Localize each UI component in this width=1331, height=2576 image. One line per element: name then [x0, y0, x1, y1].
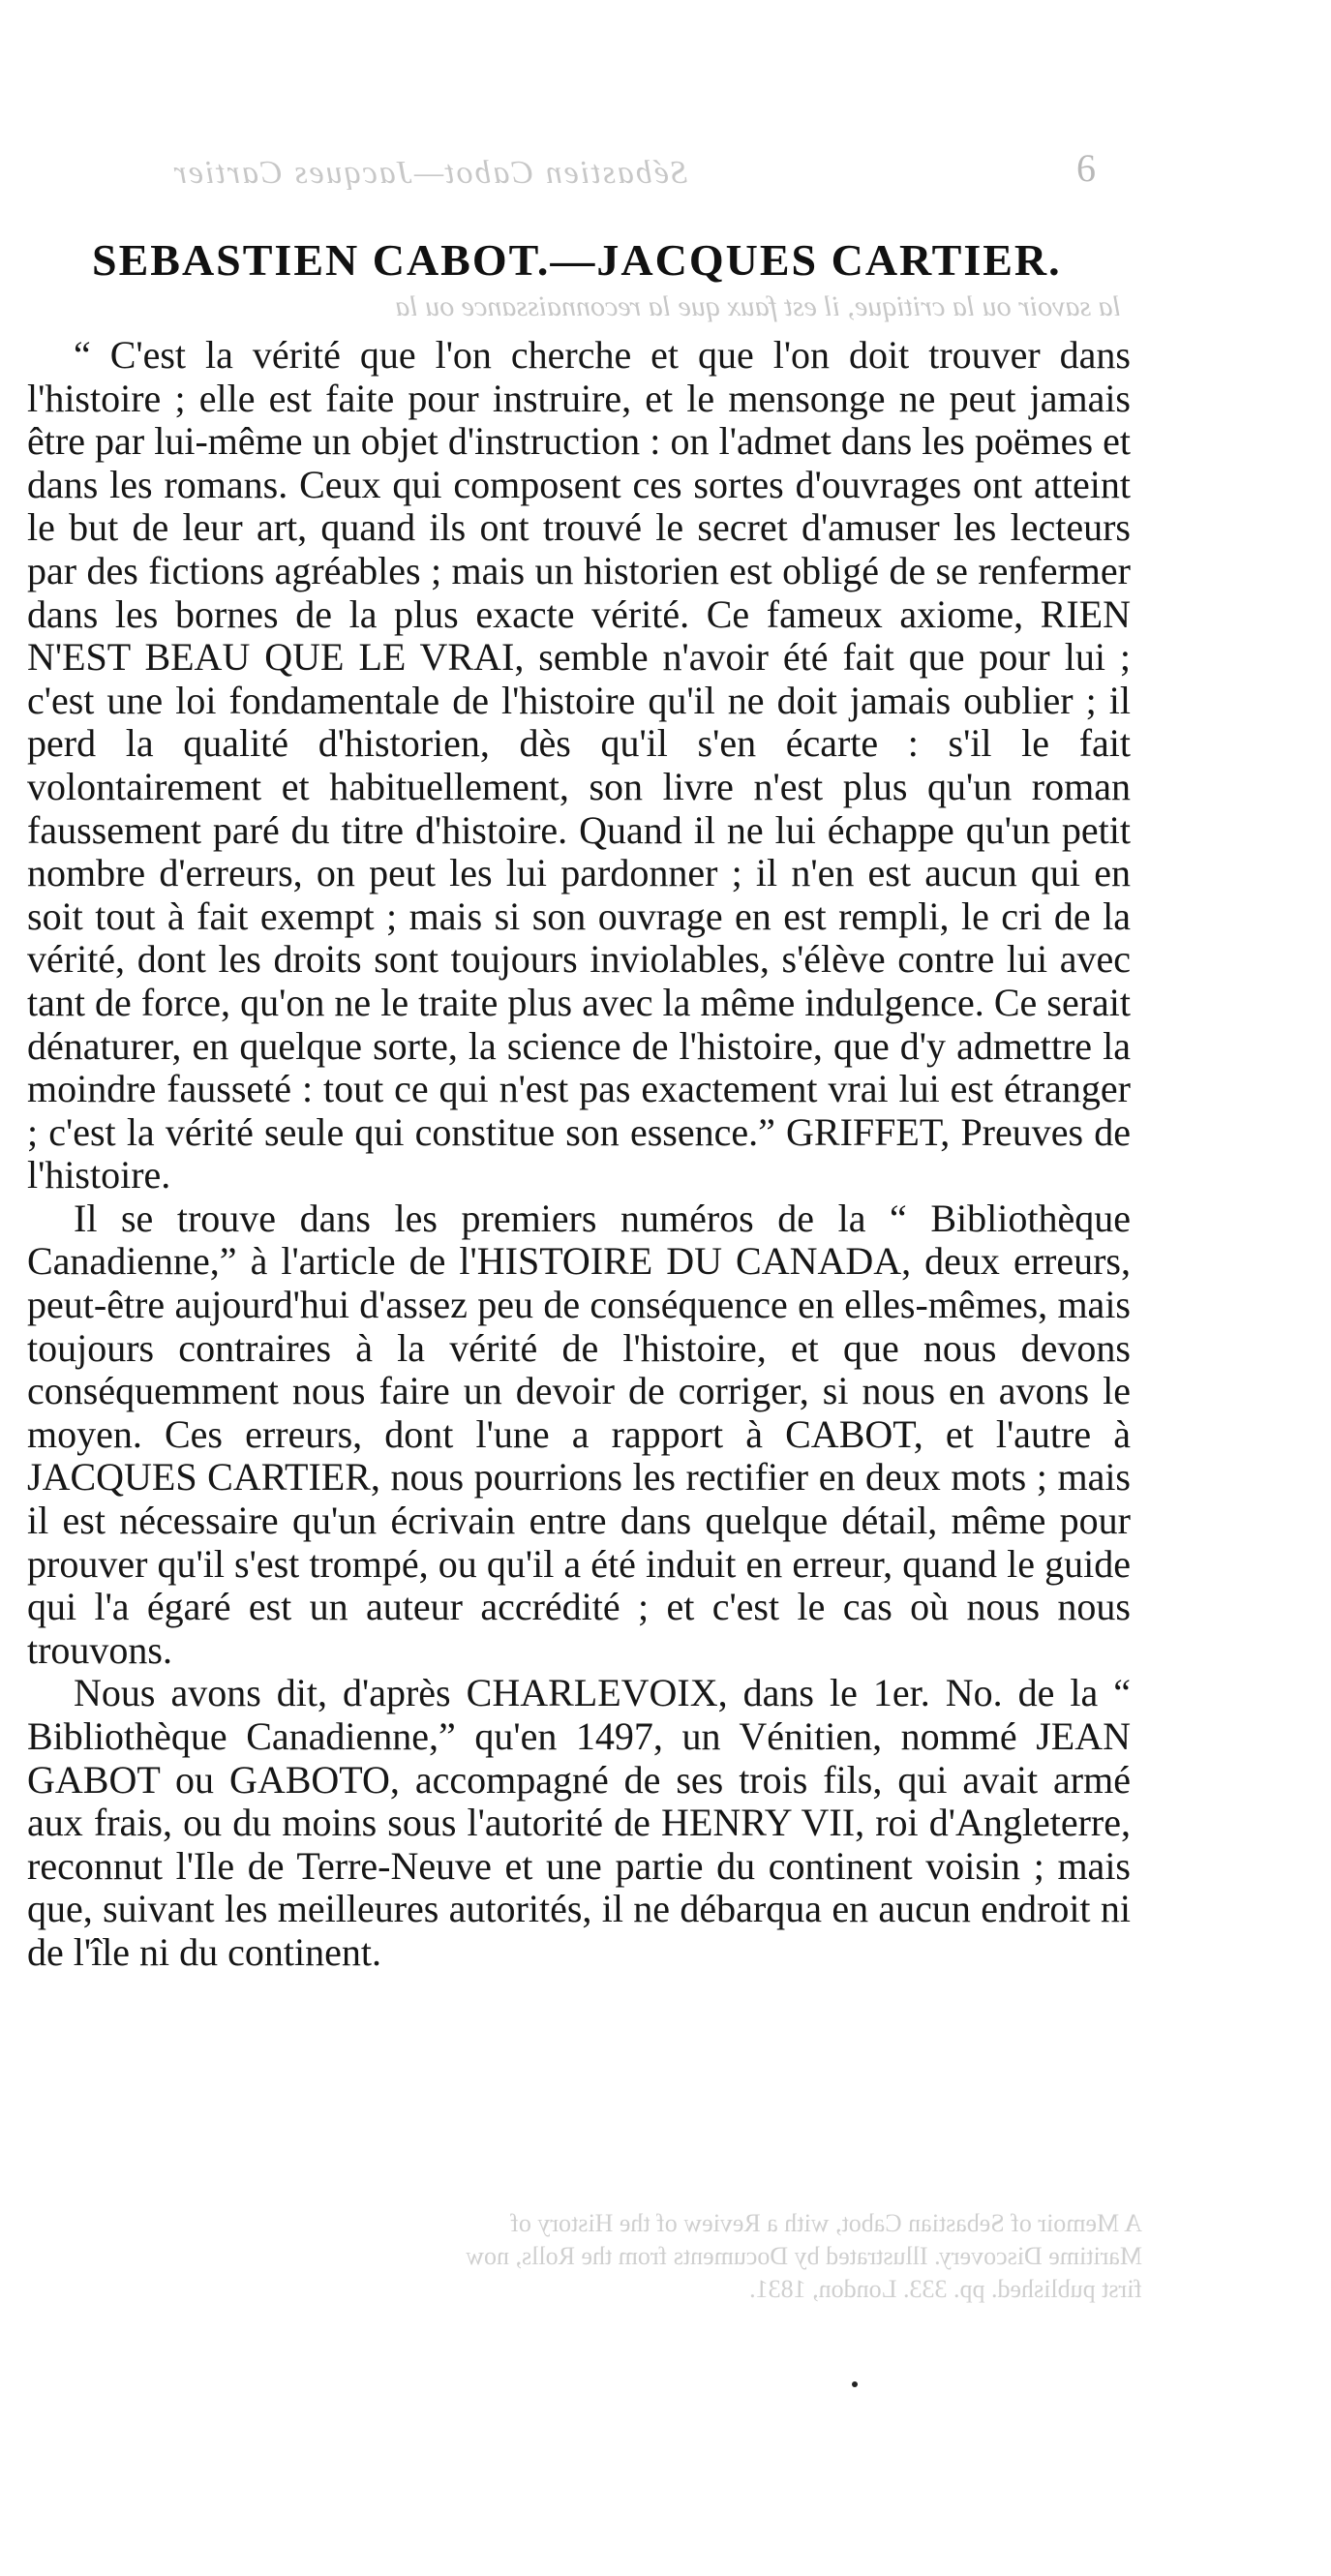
- page-number: 6: [1076, 146, 1096, 190]
- ink-speck: [852, 2381, 858, 2387]
- cabot-paragraph: Nous avons dit, d'après CHARLEVOIX, dans le 1er. No. de la “ Bibliothèque Canadienne,” qu'en 1497, un Vénitien, nommé JEAN GABOT ou GABOTO, accompagné de ses trois fils, qui avait armé aux frais, ou du moins sous l'autorité de HENRY VII, roi d'Angleterre, reconnut l'Ile de Terre-Neuve et une partie du continent voisin ; mais que, suivant les meilleures autorités, il ne débarqua en aucun endroit ni de l'île ni du continent.: [27, 1671, 1131, 1974]
- running-head-bleed: Sébastien Cabot—Jacques Cartier: [171, 155, 687, 191]
- article-title: SEBASTIEN CABOT.—JACQUES CARTIER.: [92, 235, 1062, 285]
- footnote-bleed-through: A Memoir of Sebastian Cabot, with a Review of the History of Maritime Discovery. Illustrated by Documents from the Rolls, now first published. pp. 333. London, 1831.: [466, 2209, 1142, 2303]
- bleed-through-line: la savoir ou la critique, il est faux que la reconnaissance ou la: [395, 290, 1121, 322]
- article-body: [27, 334, 1131, 1975]
- errors-paragraph: Il se trouve dans les premiers numéros de la “ Bibliothèque Canadienne,” à l'article de l'HISTOIRE DU CANADA, deux erreurs, peut-être aujourd'hui d'assez peu de conséquence en elles-mêmes, mais toujours contraires à la vérité de l'histoire, et que nous devons conséquemment nous faire un devoir de corriger, si nous en avons le moyen. Ces erreurs, dont l'une a rapport à CABOT, et l'autre à JACQUES CARTIER, nous pourrions les rectifier en deux mots ; mais il est nécessaire qu'un écrivain entre dans quelque détail, même pour prouver qu'il s'est trompé, ou qu'il a été induit en erreur, quand le guide qui l'a égaré est un auteur accrédité ; et c'est le cas où nous nous trouvons.: [27, 1196, 1131, 1672]
- quote-paragraph: “ C'est la vérité que l'on cherche et que l'on doit trouver dans l'histoire ; elle est faite pour instruire, et le mensonge ne peut jamais être par lui-même un objet d'instruction : on l'admet dans les poëmes et dans les romans. Ceux qui composent ces sortes d'ouvrages ont atteint le but de leur art, quand ils ont trouvé le secret d'amuser les lecteurs par des fictions agréables ; mais un historien est obligé de se renfermer dans les bornes de la plus exacte vérité. Ce fameux axiome, RIEN N'EST BEAU QUE LE VRAI, semble n'avoir été fait que pour lui ; c'est une loi fondamentale de l'histoire qu'il ne doit jamais oublier ; il perd la qualité d'historien, dès qu'il s'en écarte : s'il le fait volontairement et habituellement, son livre n'est plus qu'un roman faussement paré du titre d'histoire. Quand il ne lui échappe qu'un petit nombre d'erreurs, on peut les lui pardonner ; il n'en est aucun qui en soit tout à fait exempt ; mais si son ouvrage en est rempli, le cri de la vérité, dont les droits sont toujours inviolables, s'élève contre lui avec tant de force, qu'on ne le traite plus avec la même indulgence. Ce serait dénaturer, en quelque sorte, la science de l'histoire, que d'y admettre la moindre fausseté : tout ce qui n'est pas exactement vrai lui est étranger ; c'est la vérité seule qui constitue son essence.” GRIFFET, Preuves de l'histoire.: [27, 333, 1131, 1197]
